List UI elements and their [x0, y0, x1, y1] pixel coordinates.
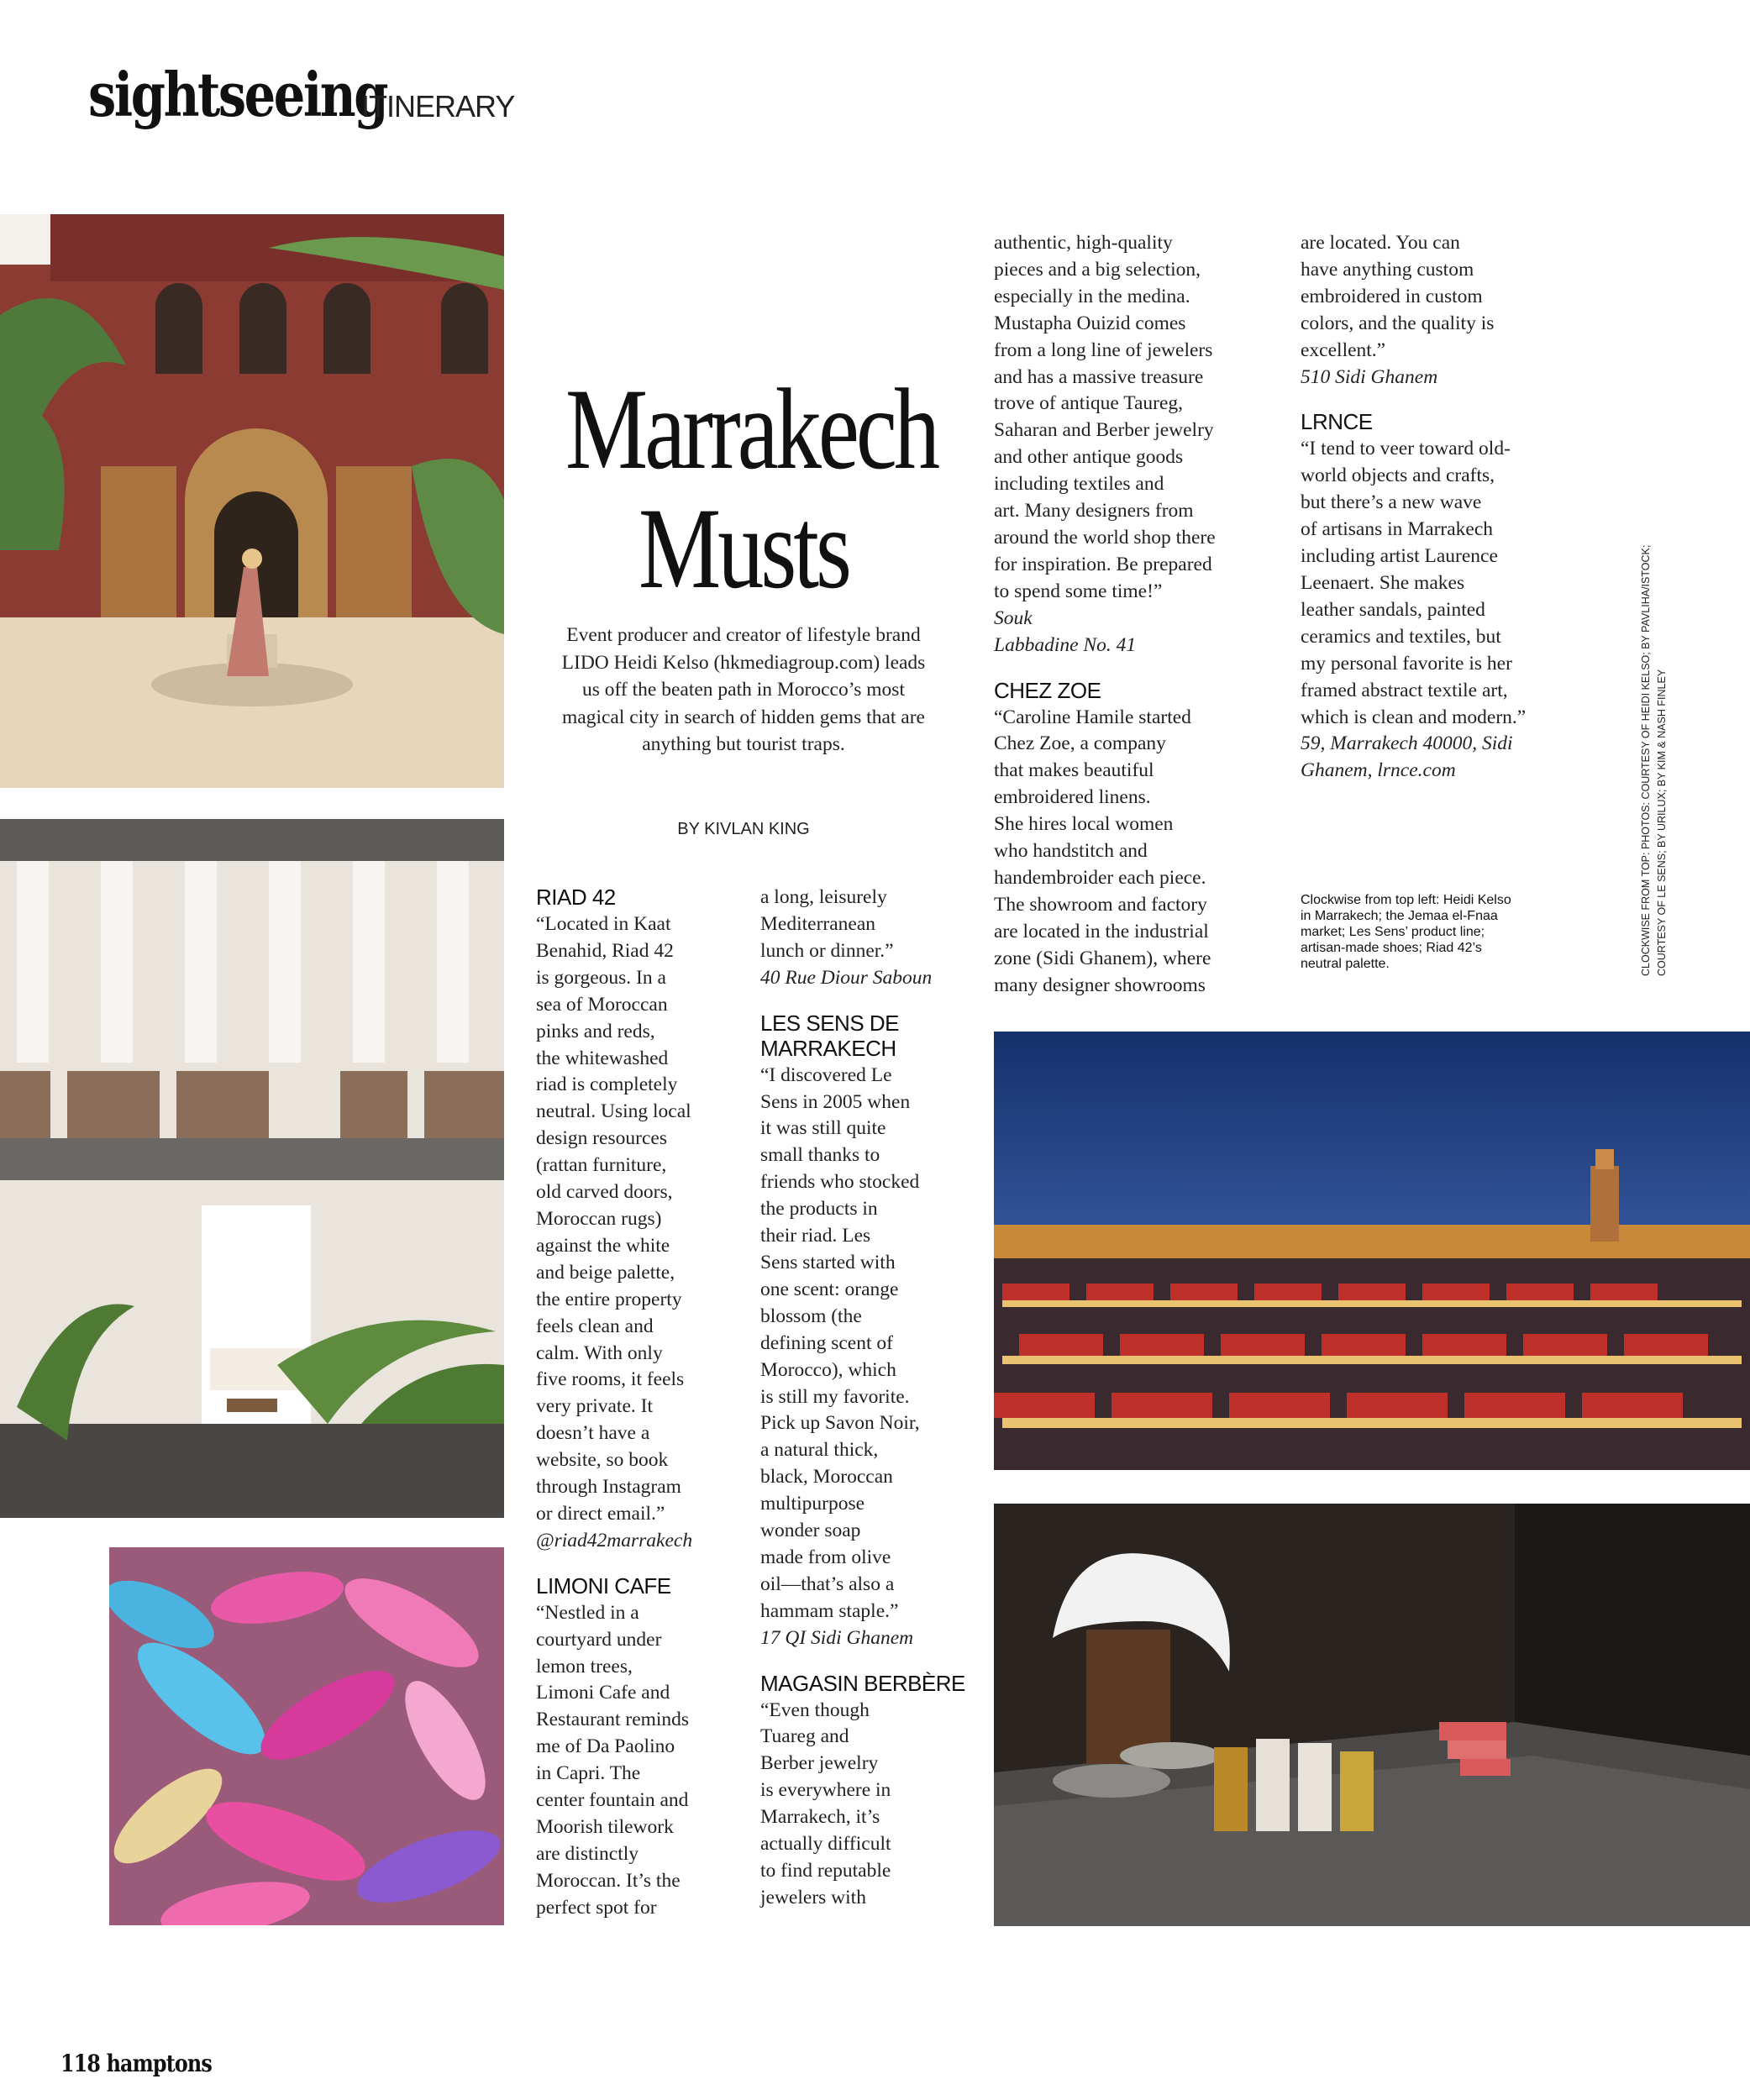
article-dek: Event producer and creator of lifestyle brand LIDO Heidi Kelso (hkmediagroup.com) leads us off the beaten path in Morocco’s most magical city in search of hidden gems that are anything but tourist traps.	[561, 624, 926, 755]
heading-chez-zoe: CHEZ ZOE	[994, 677, 1101, 703]
address-chez-zoe: 510 Sidi Ghanem	[1301, 365, 1438, 388]
address-magasin-berbere: Souk Labbadine No. 41	[994, 606, 1137, 656]
title-line-2: Musts	[639, 484, 849, 612]
text-magasin-berbere-cont: authentic, high-quality pieces and a big selection, especially in the medina. Mustapha Ouizid comes from a long line of jewelers and has a massive treasure trove of antique Taureg, Saharan and Berber jewelry and other antique goods including textiles and art. Many designers from around the world shop there for inspiration. Be prepared to spend some time!”	[994, 232, 1216, 602]
address-limoni-cafe: 40 Rue Diour Saboun	[760, 966, 933, 989]
photo-jemaa-el-fnaa-market	[994, 1032, 1750, 1470]
photo-les-sens-products	[994, 1504, 1750, 1926]
address-lrnce: 59, Marrakech 40000, Sidi Ghanem, lrnce.com	[1301, 732, 1513, 782]
section-title: sightseeing	[88, 59, 387, 130]
section-subtitle: ITINERARY	[361, 89, 515, 123]
title-line-1: Marrakech	[565, 365, 938, 493]
text-riad-42: “Located in Kaat Benahid, Riad 42 is gorgeous. In a sea of Moroccan pinks and reds, the whitewashed riad is completely neutral. Using local design resources (rattan furniture, old carved doors, Moroccan rugs) against the white and beige palette, the entire property feels clean and calm. With only five rooms, it feels very private. It doesn’t have a website, so book through Instagram or direct email.”	[536, 913, 691, 1525]
text-les-sens: “I discovered Le Sens in 2005 when it was still quite small thanks to friends who stocked the products in their riad. Les Sens started with one scent: orange blossom (the defining scent of Morocco), which is still my favorite. Pick up Savon Noir, a natural thick, black, Moroccan multipurpose wonder soap made from olive oil—that’s also a hammam staple.”	[760, 1063, 920, 1622]
column-4	[1301, 230, 1586, 785]
heading-les-sens: LES SENS DE MARRAKECH	[760, 1010, 900, 1061]
text-limoni-cafe: “Nestled in a courtyard under lemon trees, Limoni Cafe and Restaurant reminds me of Da Paolino in Capri. The center fountain and Moorish tilework are distinctly Moroccan. It’s the perfect spot for	[536, 1601, 690, 1919]
photo-riad-42-interior	[0, 819, 504, 1518]
photo-credit: CLOCKWISE FROM TOP: PHOTOS: COURTESY OF HEIDI KELSO; BY PAVLIHA/ISTOCK; COURTESY OF LE SENS; BY URILUX; BY KIM & NASH FINLEY	[1640, 544, 1668, 976]
photo-heidi-kelso-courtyard	[0, 214, 504, 788]
article-title	[565, 365, 938, 612]
text-magasin-berbere: “Even though Tuareg and Berber jewelry is everywhere in Marrakech, it’s actually difficult to find reputable jewelers with	[760, 1698, 891, 1908]
text-chez-zoe: “Caroline Hamile started Chez Zoe, a company that makes beautiful embroidered linens. She hires local women who handstitch and handembroider each piece. The showroom and factory are located in the industrial zone (Sidi Ghanem), where many designer showrooms	[994, 706, 1211, 996]
section-header	[88, 59, 515, 130]
address-riad-42: @riad42marrakech	[536, 1529, 693, 1551]
heading-limoni-cafe: LIMONI CAFE	[536, 1572, 671, 1599]
text-lrnce: “I tend to veer toward old- world objects and crafts, but there’s a new wave of artisans in Marrakech including artist Laurence Leenaert. She makes leather sandals, painted ceramics and textiles, but my personal favorite is her framed abstract textile art, which is clean and modern.”	[1301, 438, 1527, 728]
address-les-sens: 17 QI Sidi Ghanem	[760, 1626, 914, 1649]
heading-lrnce: LRNCE	[1301, 409, 1373, 435]
photo-caption: Clockwise from top left: Heidi Kelso in Marrakech; the Jemaa el-Fnaa market; Les Sens’ product line; artisan-made shoes; Riad 42’s neutral palette.	[1301, 893, 1511, 971]
byline: BY KIVLAN KING	[677, 820, 810, 838]
photo-artisan-shoes	[109, 1547, 504, 1925]
text-limoni-cafe-cont: a long, leisurely Mediterranean lunch or dinner.”	[760, 886, 894, 962]
column-3	[994, 230, 1284, 999]
page-number: 118	[60, 2050, 101, 2077]
column-2	[760, 885, 970, 1912]
magazine-name: hamptons	[106, 2050, 212, 2077]
column-1	[536, 885, 746, 1922]
heading-magasin-berbere: MAGASIN BERBÈRE	[760, 1670, 965, 1696]
page-folio	[60, 2050, 212, 2077]
text-chez-zoe-cont: are located. You can have anything custom embroidered in custom colors, and the quality is excellent.”	[1301, 232, 1495, 361]
heading-riad-42: RIAD 42	[536, 885, 616, 910]
